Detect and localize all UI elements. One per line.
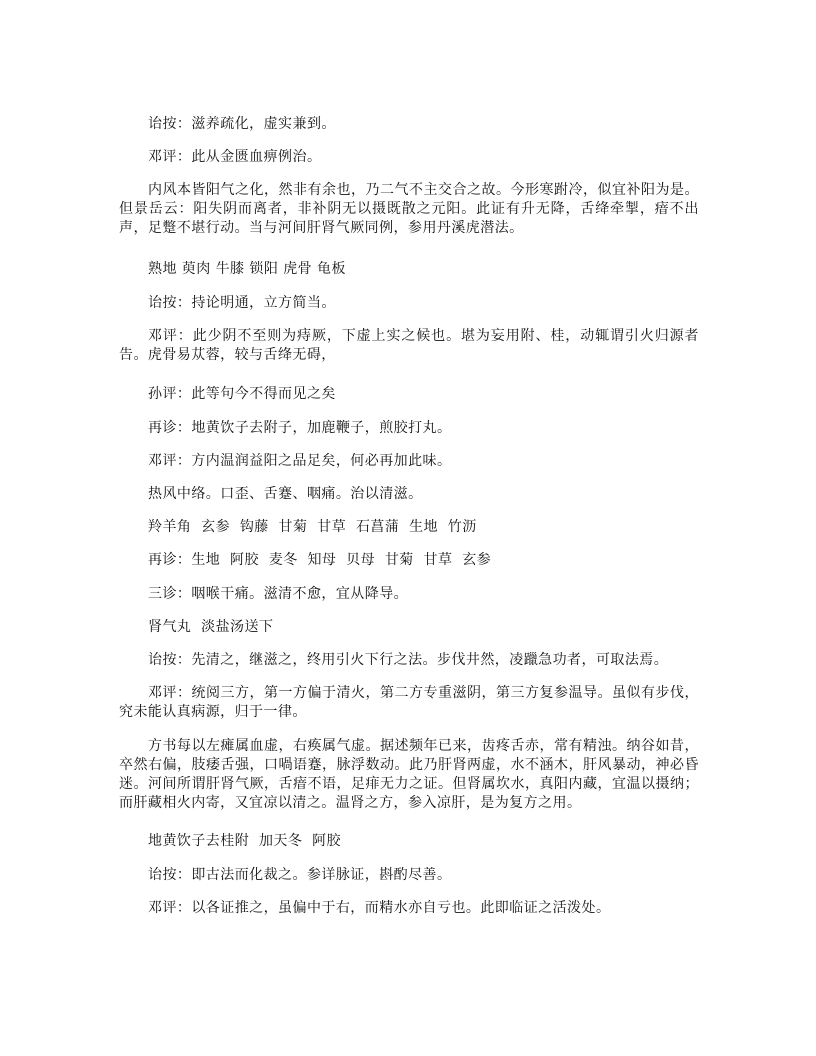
paragraph-comment: 邓评：方内温润益阳之品足矣，何必再加此味。 — [148, 453, 452, 469]
paragraph-comment: 诒按：滋养疏化，虚实兼到。 — [148, 116, 336, 132]
paragraph-followup: 三诊：咽喉干痛。滋清不愈，宜从降导。 — [148, 586, 409, 602]
paragraph-comment: 诒按：持论明通，立方简当。 — [148, 295, 336, 311]
paragraph-followup: 再诊：地黄饮子去附子，加鹿鞭子，煎胶打丸。 — [148, 420, 452, 436]
paragraph-comment: 邓评：此从金匮血痹例治。 — [148, 149, 322, 165]
paragraph-comment: 孙评：此等句今不得而见之矣 — [148, 386, 336, 402]
paragraph-comment: 邓评：此少阴不至则为痔厥，下虚上实之候也。堪为妄用附、桂，动辄谓引火归源者告。虎骨易苁蓉，较与舌绛无碍， — [119, 328, 699, 363]
paragraph-comment: 诒按：即古法而化裁之。参详脉证，斟酌尽善。 — [148, 867, 452, 883]
paragraph-comment: 诒按：先清之，继滋之，终用引火下行之法。步伐井然，凌躐急功者，可取法焉。 — [148, 652, 669, 668]
paragraph-comment: 邓评：统阅三方，第一方偏于清火，第二方专重滋阴，第三方复参温导。虽似有步伐，究未能认真病源，归于一律。 — [119, 685, 699, 720]
paragraph-case: 内风本皆阳气之化，然非有余也，乃二气不主交合之故。今形寒跗冷，似宜补阳为是。但景岳云：阳失阴而离者，非补阴无以摄既散之元阳。此证有升无降，舌绛牵掣，瘖不出声，足蹩不堪行动。当与河间肝肾气厥同例，参用丹溪虎潜法。 — [119, 182, 699, 236]
paragraph-case: 热风中络。口歪、舌蹇、咽痛。治以清滋。 — [148, 486, 423, 502]
paragraph-comment: 邓评：以各证推之，虽偏中于右，而精水亦自亏也。此即临证之活泼处。 — [148, 900, 611, 916]
paragraph-prescription: 地黄饮子去桂附 加天冬 阿胶 — [148, 833, 341, 849]
paragraph-prescription: 羚羊角 玄参 钩藤 甘菊 甘草 石菖蒲 生地 竹沥 — [148, 519, 477, 535]
paragraph-prescription: 熟地 萸肉 牛膝 锁阳 虎骨 龟板 — [148, 261, 346, 277]
paragraph-case: 方书每以左瘫属血虚，右痪属气虚。据述频年已来，齿疼舌赤，常有精浊。纳谷如昔，卒然右偏，肢痿舌强，口喎语蹇，脉浮数动。此乃肝肾两虚，水不涵木，肝风暴动，神必昏迷。河间所谓肝肾气厥，舌瘖不语，足痱无力之证。但肾属坎水，真阳内藏，宜温以摄纳；而肝藏相火内寄，又宜凉以清之。温肾之方，参入凉肝，是为复方之用。 — [119, 738, 699, 811]
paragraph-followup: 再诊：生地 阿胶 麦冬 知母 贝母 甘菊 甘草 玄参 — [148, 552, 492, 568]
paragraph-prescription: 肾气丸 淡盐汤送下 — [148, 619, 274, 635]
